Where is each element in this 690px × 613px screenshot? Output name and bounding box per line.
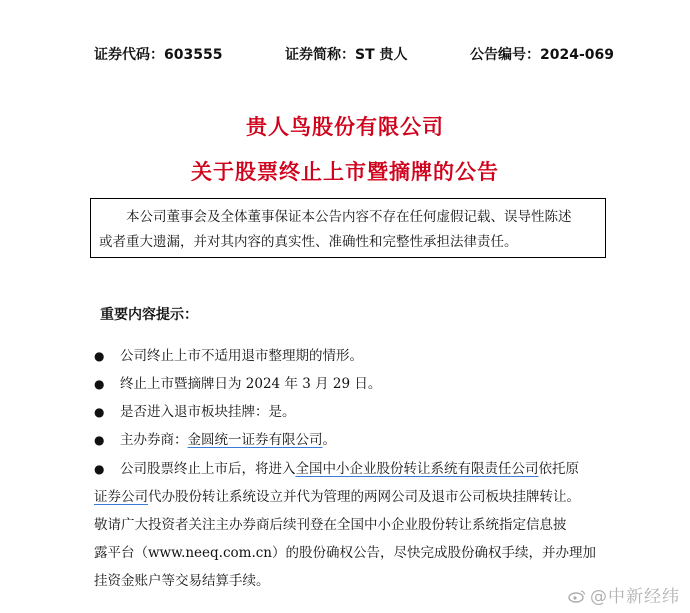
list-item-text: 公司终止上市不适用退市整理期的情形。	[120, 348, 363, 364]
watermark	[568, 582, 680, 607]
list-item-suffix: 依托原	[538, 461, 579, 477]
paragraph-line	[94, 484, 580, 511]
notice-number: 公告编号：2024-069	[470, 47, 614, 63]
bullet-icon: ●	[94, 349, 105, 363]
company-name: 贵人鸟股份有限公司	[246, 115, 444, 139]
list-item-prefix: 主办券商：	[120, 432, 188, 448]
bullet-icon: ●	[94, 462, 105, 476]
list-item-text	[120, 427, 336, 454]
notice-title: 关于股票终止上市暨摘牌的公告	[191, 160, 499, 184]
securities-company-link[interactable]: 证券公司	[94, 489, 148, 505]
stock-abbreviation: 证券简称：ST 贵人	[285, 47, 408, 63]
list-item-text: 是否进入退市板块挂牌：是。	[120, 404, 296, 420]
board-statement-box	[90, 198, 606, 258]
list-item-prefix: 公司股票终止上市后，将进入	[120, 461, 296, 477]
neeq-company-link[interactable]: 全国中小企业股份转让系统有限责任公司	[295, 461, 539, 477]
stock-code: 证券代码：603555	[94, 47, 223, 63]
sponsor-broker-link[interactable]: 金圆统一证券有限公司	[187, 432, 323, 448]
list-item-text: 终止上市暨摘牌日为 2024 年 3 月 29 日。	[120, 376, 382, 392]
statement-line: 或者重大遗漏，并对其内容的真实性、准确性和完整性承担法律责任。	[99, 234, 518, 250]
bullet-icon: ●	[94, 433, 105, 447]
weibo-logo-icon	[568, 589, 586, 603]
highlights-heading: 重要内容提示：	[100, 307, 198, 323]
statement-line: 本公司董事会及全体董事保证本公告内容不存在任何虚假记载、误导性陈述	[126, 209, 572, 225]
list-item-suffix: 。	[322, 432, 336, 448]
paragraph-line: 敬请广大投资者关注主办券商后续刊登在全国中小企业股份转让系统指定信息披	[94, 517, 567, 533]
watermark-text: @中新经纬	[590, 587, 680, 607]
paragraph-line-text: 代办股份转让系统设立并代为管理的两网公司及退市公司板块挂牌转让。	[148, 489, 580, 505]
paragraph-line: 露平台（www.neeq.com.cn）的股份确权公告，尽快完成股份确权手续，并办理加	[94, 545, 596, 561]
announcement-header	[0, 44, 690, 66]
list-item-text	[120, 456, 579, 483]
paragraph-line: 挂资金账户等交易结算手续。	[94, 573, 270, 589]
bullet-icon: ●	[94, 405, 105, 419]
bullet-icon: ●	[94, 377, 105, 391]
